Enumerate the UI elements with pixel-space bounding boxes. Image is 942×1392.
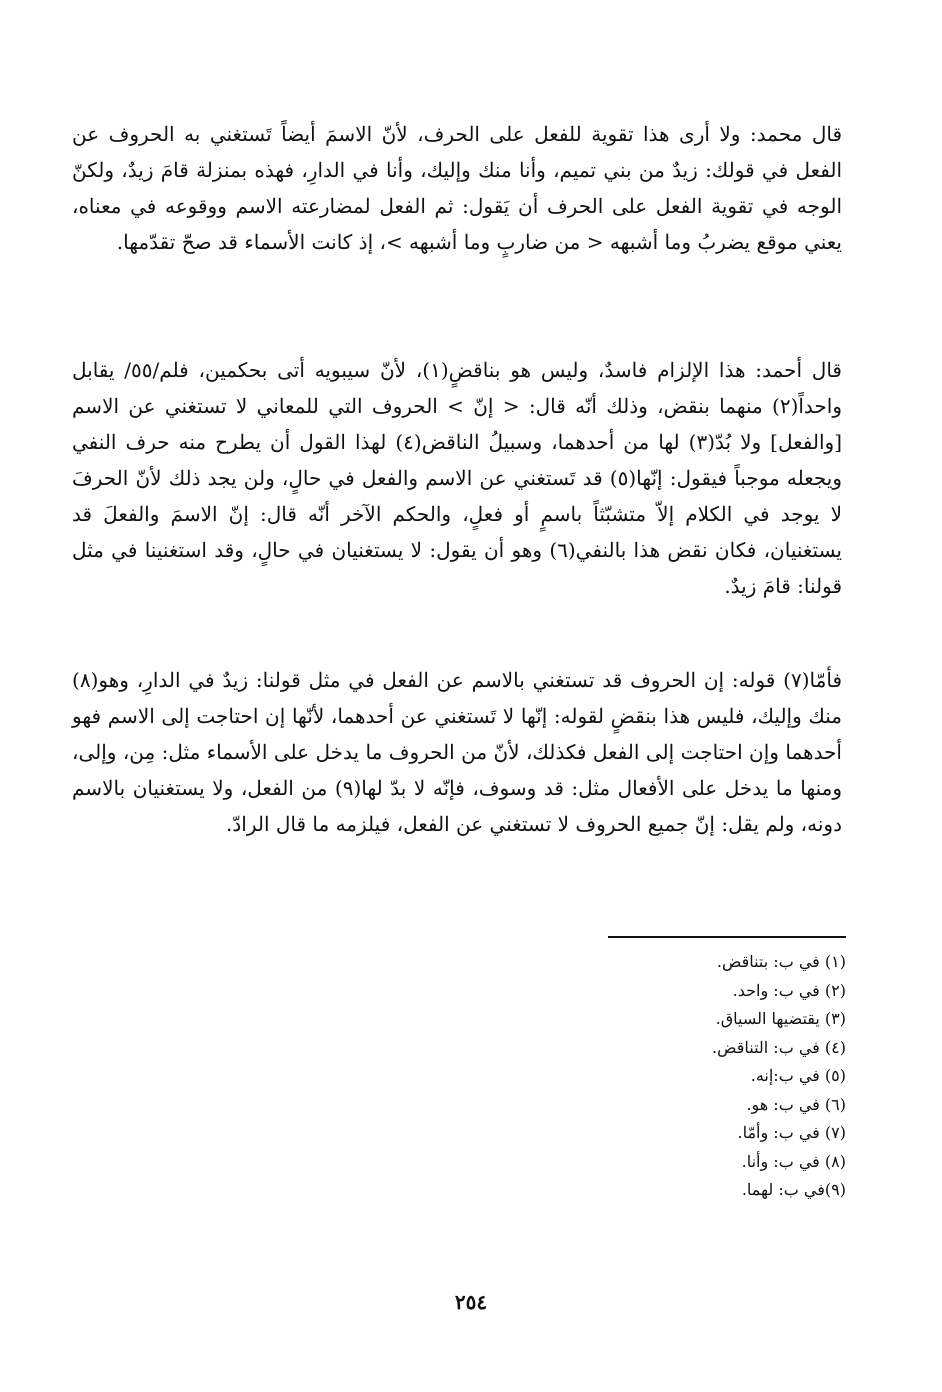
footnote-9: (٩)في ب: لهما.	[741, 1180, 846, 1199]
footnote-divider	[608, 936, 846, 938]
footnote-8: (٨) في ب: وأنا.	[741, 1151, 846, 1171]
footnote-6: (٦) في ب: هو.	[746, 1094, 846, 1114]
paragraph-2: قال أحمد: هذا الإلزام فاسدٌ، وليس هو بناقضٍ(١)، لأنّ سيبويه أتى بحكمين، فلم/٥٥/ يقابل واحداً(٢) منهما بنقض، وذلك أنّه قال: < إنّ > الحروف التي للمعاني لا تستغني عن الاسم [والفعل] ولا بُدّ(٣) لها من أحدهما، وسبيلُ الناقض(٤) لهذا القول أن يطرح منه حرف النفي ويجعله موجباً فيقول: إنّها(٥) قد تَستغني عن الاسم والفعل في حالٍ، ولن يجد ذلك لأنّ الحرفَ لا يوجد في الكلام إلاّ متشبّثاً باسمٍ أو فعلٍ، والحكم الآخر أنّه قال: إنّ الاسمَ والفعلَ قد يستغنيان، فكان نقض هذا بالنفي(٦) وهو أن يقول: لا يستغنيان في حالٍ، وقد استغنينا في مثل قولنا: قامَ زيدٌ.	[72, 358, 843, 598]
footnote-5: (٥) في ب:إنه.	[750, 1066, 846, 1085]
paragraph-3: فأمّا(٧) قوله: إن الحروف قد تستغني بالاسم عن الفعل في مثل قولنا: زيدٌ في الدارِ، وهو(٨) منك وإليك، فليس هذا بنقضٍ لقوله: إنّها لا تَستغني عن أحدهما، لأنّها إن احتاجت إلى الاسم فهو أحدهما وإن احتاجت إلى الفعل فكذلك، لأنّ من الحروف ما يدخل على الأسماء مثل: مِن، وإلى، ومنها ما يدخل على الأفعال مثل: قد وسوف، فإنّه لا بدّ لها(٩) من الفعل، ولا يستغنيان بالاسم دونه، ولم يقل: إنّ جميع الحروف لا تستغني عن الفعل، فيلزمه ما قال الرادّ.	[72, 668, 842, 836]
footnote-2: (٢) في ب: واحد.	[732, 980, 846, 1000]
paragraph-1: قال محمد: ولا أرى هذا تقوية للفعل على الحرف، لأنّ الاسمَ أيضاً تَستغني به الحروف عن الفعل في قولك: زيدٌ من بني تميم، وأنا منك وإليك، وأنا في الدارِ، فهذه بمنزلة قامَ زيدٌ، ولكنّ الوجه في تقوية الفعل على الحرف أن يَقول: ثم الفعل لمضارعته الاسم ووقوعه في معناه، يعني موقع يضربُ وما أشبهه < من ضاربٍ وما أشبهه >، إذ كانت الأسماء قد صحّ تقدّمها.	[72, 122, 843, 254]
footnote-1: (١) في ب: بتناقض.	[716, 952, 846, 971]
footnote-3: (٣) يقتضيها السياق.	[715, 1009, 846, 1028]
footnote-4: (٤) في ب: التناقض.	[712, 1037, 846, 1057]
footnotes-list	[520, 948, 846, 1205]
page-number: ٢٥٤	[454, 1290, 488, 1314]
footnote-7: (٧) في ب: وأمّا.	[737, 1123, 846, 1142]
